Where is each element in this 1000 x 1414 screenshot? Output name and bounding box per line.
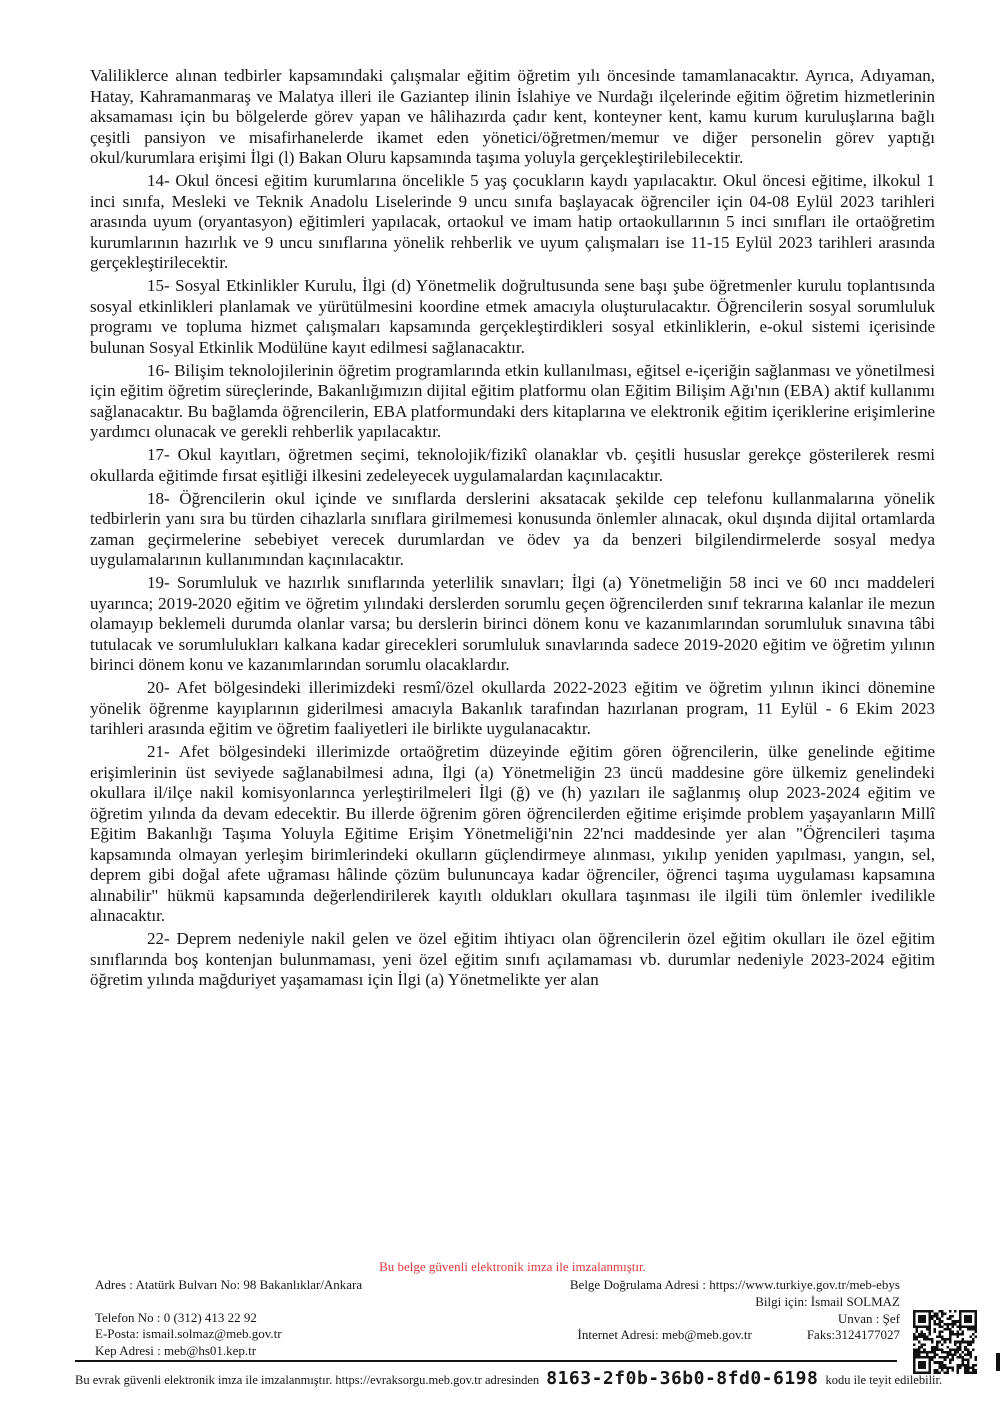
address-line: Adres : Atatürk Bulvarı No: 98 Bakanlıklar/Ankara — [95, 1277, 363, 1292]
info-contact-line: Bilgi için: İsmail SOLMAZ — [755, 1293, 900, 1309]
footer-spacer — [95, 1294, 362, 1310]
verification-code: 8163-2f0b-36b0-8fd0-6198 — [546, 1368, 819, 1389]
paragraph-21: 21- Afet bölgesindeki illerimizde ortaöğretim düzeyinde eğitim gören öğrencilerin, ülke genelinde eğitime erişimlerinin üst seviyede sağlanabilmesi adına, İlgi (a) Yönetmeliğin 23 üncü maddesine göre ülkemiz genelindeki okullara il/ilçe nakil komisyonlarınca yerleştirilmeleri İlgi (ğ) ve (h) yazıları ile sağlanmış olup 2023-2024 eğitim ve öğretim yılında da devam edecektir. Bu illerde öğrenim gören öğrencilerden eğitime erişimde problem yaşayanların Millî Eğitim Bakanlığı Taşıma Yoluyla Eğitime Erişim Yönetmeliği'nin 22'nci maddesinde yer alan "Öğrencileri taşıma kapsamında olmayan yerleşim birimlerindeki okulların güçlendirmeye alınması, yıkılıp yeniden yapılması, yangın, sel, deprem gibi doğal afete uğraması hâlinde çözüm bulununcaya kadar öğrenciler, öğrenci taşıma uygulaması kapsamına alınabilir" hükmü kapsamında değerlendirilerek kayıtlı oldukları okullara taşınması ile ilgili tüm önlemler ivedilikle alınacaktır. — [90, 742, 935, 925]
paragraph-continuation: Valiliklerce alınan tedbirler kapsamındaki çalışmalar eğitim öğretim yılı öncesinde tamamlanacaktır. Ayrıca, Adıyaman, Hatay, Kahramanmaraş ve Malatya illeri ile Gaziantep ilinin İslahiye ve Nurdağı ilçelerinde eğitim öğretim hizmetlerinin aksamaması için bu bölgelerde görev yapan ve hâlihazırda çadır kent, konteyner kent, kamu kurum kuruluşlarına bağlı çeşitli pansiyon ve misafirhanelerde ikamet eden yönetici/öğretmen/memur ve diğer personelin görev yaptığı okul/kurumlara erişimi İlgi (l) Bakan Oluru kapsamında taşıma yoluyla gerçekleştirilebilecektir. — [90, 66, 935, 167]
paragraph-19: 19- Sorumluluk ve hazırlık sınıflarında yeterlilik sınavları; İlgi (a) Yönetmeliğin 58 inci ve 60 ıncı maddeleri uyarınca; 2019-2020 eğitim ve öğretim yılındaki derslerden sorumlu geçen öğrencilerden sınıf tekrarına kalanlar ile mezun olamayıp beklemeli durumda olanlar varsa; bu derslerin birinci dönem konu ve kazanımlarından sorumluluk sınavına tâbi tutulacak ve sorumlulukları kalkana kadar girecekleri sorumluluk sınavlarında sadece 2019-2020 eğitim ve öğretim yılının birinci dönem konu ve kazanımlarından sorumlu olacaklardır. — [90, 573, 935, 674]
paragraph-14: 14- Okul öncesi eğitim kurumlarına öncelikle 5 yaş çocukların kaydı yapılacaktır. Okul öncesi eğitime, ilkokul 1 inci sınıfa, Mesleki ve Teknik Anadolu Liselerinde 9 uncu sınıfa başlayacak öğrenciler için 04-08 Eylül 2023 tarihleri arasında uyum (oryantasyon) eğitimleri yapılacak, ortaokul ve imam hatip ortaokullarının 5 inci sınıfları ile ortaöğretim kurumlarının hazırlık ve 9 uncu sınıflarına yönelik rehberlik ve uyum çalışmaları ise 11-15 Eylül 2023 tarihleri arasında gerçekleştirilecektir. — [90, 171, 935, 272]
document-body — [90, 66, 935, 993]
paragraph-20: 20- Afet bölgesindeki illerimizdeki resmî/özel okullarda 2022-2023 eğitim ve öğretim yılının ikinci dönemine yönelik öğrenme kayıplarının giderilmesi amacıyla Bakanlık tarafından hazırlanan program, 11 Eylül - 6 Ekim 2023 tarihleri arasında eğitim ve öğretim faaliyetleri ile birlikte uygulanacaktır. — [90, 678, 935, 738]
footer-divider — [75, 1360, 897, 1362]
verification-line — [75, 1368, 943, 1389]
kep-address-line: Kep Adresi : meb@hs01.kep.tr — [95, 1342, 257, 1358]
e-signature-notice: Bu belge güvenli elektronik imza ile imzalanmıştır. — [379, 1259, 646, 1274]
paragraph-16: 16- Bilişim teknolojilerinin öğretim programlarında etkin kullanılması, eğitsel e-içeriğin sağlanması ve yönetilmesi için eğitim öğretim süreçlerinde, Bakanlığımızın dijital eğitim platformu olan Eğitim Bilişim Ağı'nın (EBA) aktif kullanımı sağlanacaktır. Bu bağlamda öğrencilerin, EBA platformundaki ders kitaplarına ve elektronik eğitim içeriklerine erişimlerine yardımcı olunacak ve gerekli rehberlik yapılacaktır. — [90, 360, 935, 441]
footer-contact-left — [95, 1277, 362, 1359]
scan-artifact — [996, 1353, 1000, 1371]
qr-code — [913, 1310, 977, 1374]
phone-line: Telefon No : 0 (312) 413 22 92 — [95, 1309, 257, 1325]
footer-contact-right — [570, 1277, 900, 1344]
paragraph-17: 17- Okul kayıtları, öğretmen seçimi, teknolojik/fizikî olanaklar vb. çeşitli hususlar gerekçe gösterilerek resmi okullarda eğitimde fırsat eşitliği ilkesini zedeleyecek uygulamalardan kaçınılacaktır. — [90, 445, 935, 485]
internet-fax-line — [570, 1327, 900, 1344]
internet-address: İnternet Adresi: meb@meb.gov.tr — [577, 1327, 752, 1343]
verification-suffix: kodu ile teyit edilebilir. — [825, 1373, 943, 1387]
paragraph-18: 18- Öğrencilerin okul içinde ve sınıflarda derslerini aksatacak şekilde cep telefonu kullanmalarına yönelik tedbirlerin yanı sıra bu türden cihazlarla sınıflara girilmemesi konusunda önlemler alınacak, okul dışında dijital ortamlarda zaman geçirmelerine sebebiyet verecek durumlardan ve ödev ya da benzeri bilgilendirmelerde sosyal medya uygulamalarının kullanımından kaçınılacaktır. — [90, 488, 935, 569]
email-line: E-Posta: ismail.solmaz@meb.gov.tr — [95, 1326, 282, 1341]
verification-prefix: Bu evrak güvenli elektronik imza ile imzalanmıştır. https://evraksorgu.meb.gov.tr adresinden — [75, 1373, 540, 1387]
paragraph-22: 22- Deprem nedeniyle nakil gelen ve özel eğitim ihtiyacı olan öğrencilerin özel eğitim okulları ile özel eğitim sınıflarında boş kontenjan bulunmaması, yeni özel eğitim sınıfı açılamaması vb. durumlar nedeniyle 2023-2024 eğitim öğretim yılında mağduriyet yaşamaması için İlgi (a) Yönetmelikte yer alan — [90, 929, 935, 989]
title-line: Unvan : Şef — [837, 1310, 900, 1326]
paragraph-15: 15- Sosyal Etkinlikler Kurulu, İlgi (d) Yönetmelik doğrultusunda sene başı şube öğretmenler kurulu toplantısında sosyal etkinlikleri planlamak ve yürütülmesini koordine etmek amacıyla oluşturulacaktır. Öğrencilerin sosyal sorumluluk programı ve topluma hizmet çalışmaları kapsamında gerçekleştirdikleri sosyal etkinliklerin, e-okul sistemi içerisinde bulunan Sosyal Etkinlik Modülüne kayıt edilmesi sağlanacaktır. — [90, 276, 935, 357]
fax-number: Faks:3124177027 — [806, 1327, 900, 1343]
verification-address-line: Belge Doğrulama Adresi : https://www.turkiye.gov.tr/meb-ebys — [569, 1277, 900, 1292]
